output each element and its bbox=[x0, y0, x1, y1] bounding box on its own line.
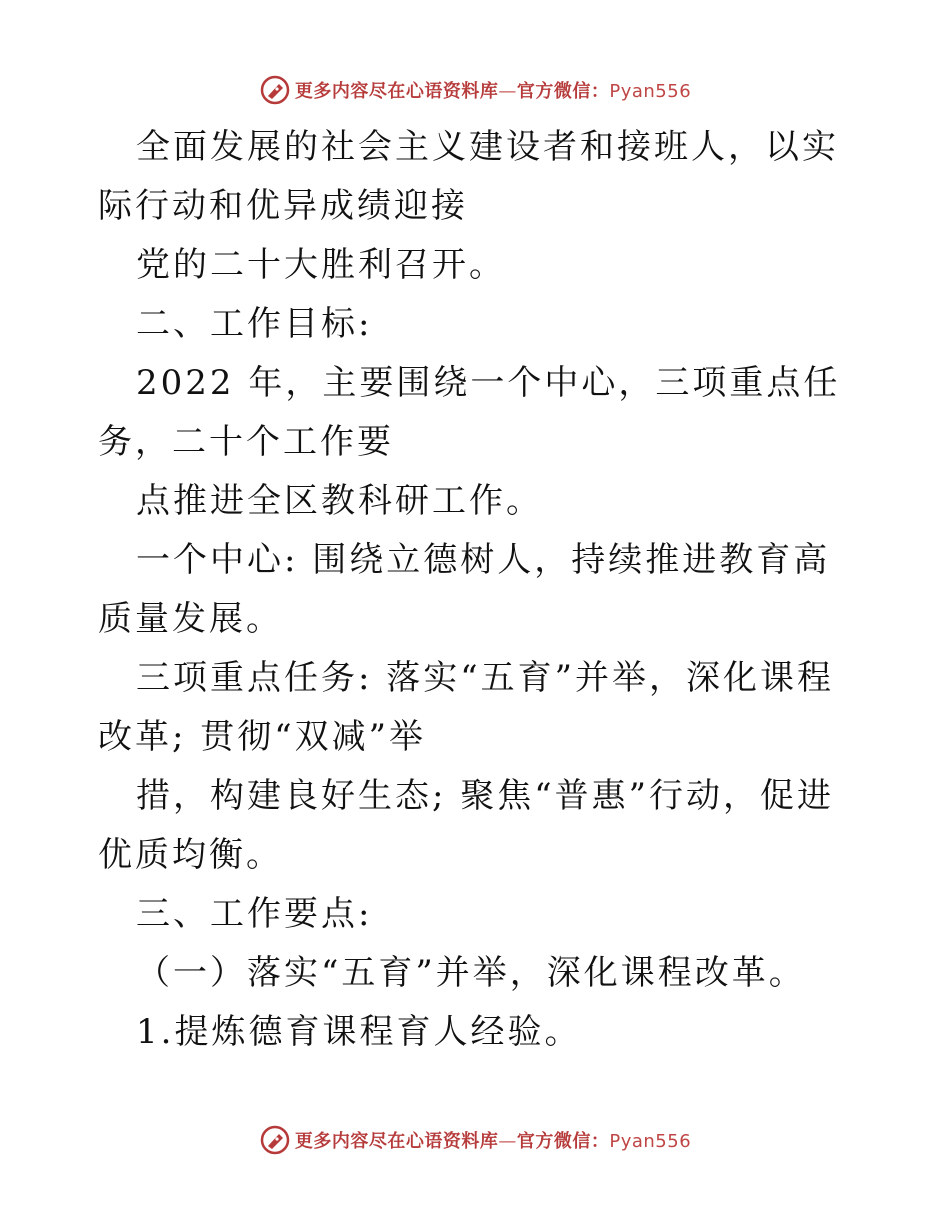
watermark-contact-id: Pyan556 bbox=[609, 81, 692, 102]
paragraph: 全面发展的社会主义建设者和接班人，以实际行动和优异成绩迎接 bbox=[98, 127, 839, 226]
watermark-text bbox=[295, 1127, 691, 1153]
document-body bbox=[98, 118, 858, 1062]
paragraph: 三项重点任务: 落实“五育”并举，深化课程改革; 贯彻“双减”举 bbox=[98, 658, 835, 757]
watermark-text bbox=[295, 77, 691, 103]
paragraph: 2022 年，主要围绕一个中心，三项重点任务，二十个工作要 bbox=[98, 363, 841, 462]
list-item: 1.提炼德育课程育人经验。 bbox=[136, 1012, 582, 1052]
watermark-brand: 更多内容尽在心语资料库 bbox=[294, 1131, 499, 1152]
section-heading: 三、工作要点: bbox=[136, 894, 373, 934]
subsection-heading: （一）落实“五育”并举，深化课程改革。 bbox=[136, 953, 806, 993]
watermark-separator: — bbox=[498, 81, 517, 102]
watermark-contact-label: 官方微信： bbox=[516, 81, 610, 102]
pen-nib-circle-icon bbox=[259, 74, 291, 106]
footer-watermark bbox=[0, 1120, 950, 1160]
paragraph: 措，构建良好生态; 聚焦“普惠”行动，促进优质均衡。 bbox=[98, 776, 835, 875]
header-watermark bbox=[0, 70, 950, 110]
watermark-brand: 更多内容尽在心语资料库 bbox=[294, 81, 499, 102]
paragraph: 一个中心: 围绕立德树人，持续推进教育高质量发展。 bbox=[98, 540, 831, 639]
section-heading: 二、工作目标: bbox=[136, 304, 373, 344]
watermark-contact-label: 官方微信： bbox=[516, 1131, 610, 1152]
pen-nib-circle-icon bbox=[259, 1124, 291, 1156]
paragraph: 党的二十大胜利召开。 bbox=[136, 245, 506, 285]
watermark-separator: — bbox=[498, 1131, 517, 1152]
watermark-contact-id: Pyan556 bbox=[609, 1131, 692, 1152]
paragraph: 点推进全区教科研工作。 bbox=[136, 481, 543, 521]
